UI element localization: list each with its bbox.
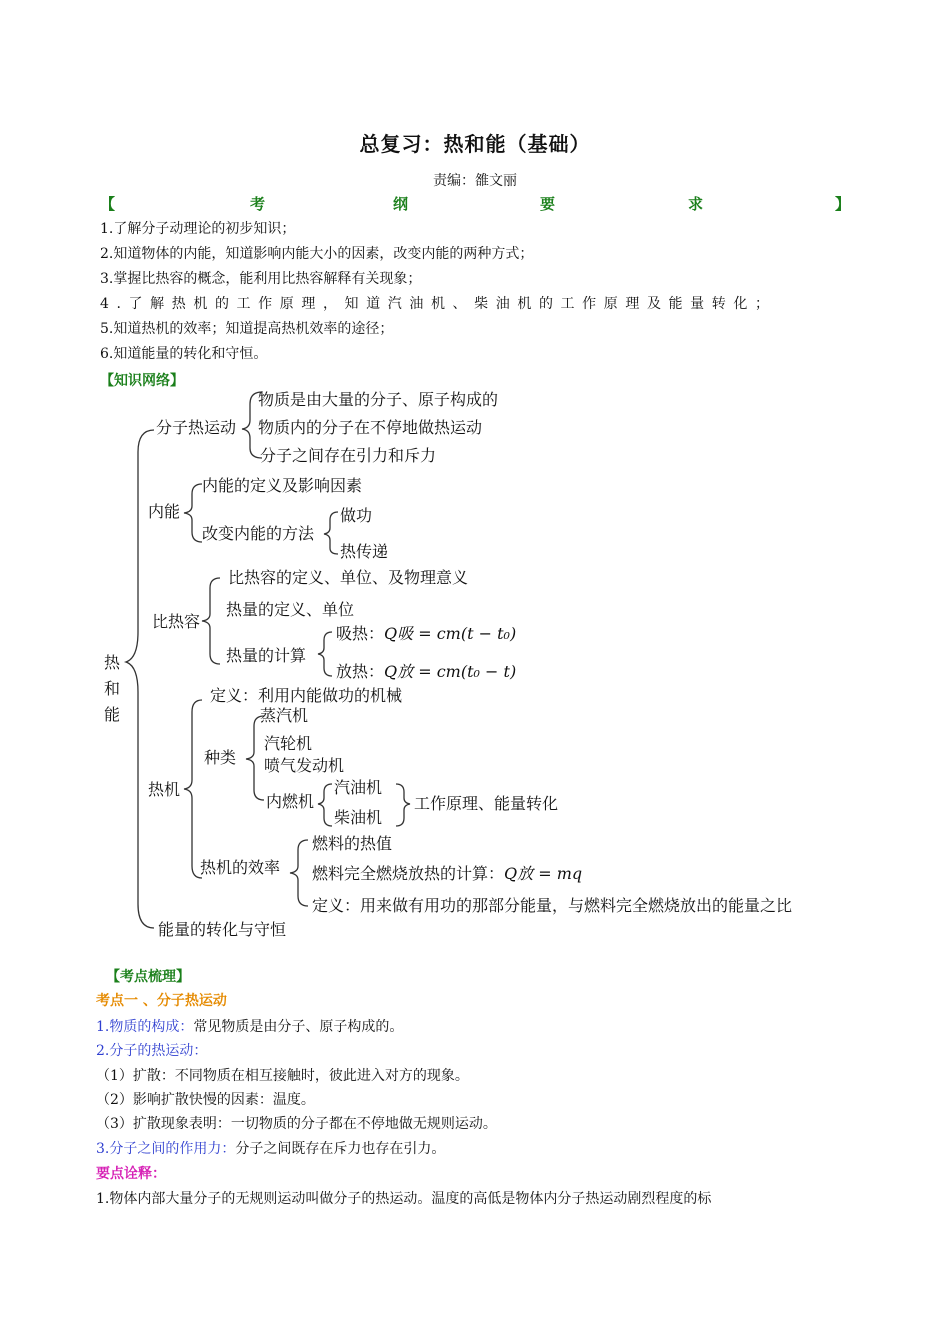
requirements-list [100, 217, 848, 367]
req-header-char: 【 [100, 195, 116, 213]
item3-label: 3.分子之间的作用力： [96, 1141, 236, 1157]
item1-text: 常见物质是由分子、原子构成的。 [193, 1019, 404, 1035]
node-sh-definition: 比热容的定义、单位、及物理意义 [228, 568, 469, 587]
node-he-type: 蒸汽机 [260, 706, 309, 725]
node-efficiency: 热机的效率 [200, 858, 281, 877]
point1-title: 考点一 、分子热运动 [96, 993, 227, 1009]
node-heat-engine: 热机 [148, 780, 181, 799]
node-conservation: 能量的转化与守恒 [158, 920, 287, 939]
fuel-formula: Q放 = mq [504, 864, 583, 883]
node-molecular-item: 分子之间存在引力和斥力 [260, 446, 437, 465]
node-ice: 内燃机 [266, 792, 315, 811]
req-header-char: 纲 [393, 195, 409, 213]
absorb-label: 吸热： [336, 624, 385, 643]
point1-item3 [96, 1138, 445, 1158]
knowledge-network-header: 【知识网络】 [100, 373, 184, 389]
release-formula: Q放 = cm(t₀ − t) [384, 662, 517, 681]
page-title: 总复习：热和能（基础） [359, 132, 591, 156]
requirement-item: 1.了解分子动理论的初步知识； [100, 221, 296, 237]
node-internal-energy: 内能 [148, 502, 181, 521]
release-label: 放热： [336, 662, 385, 681]
node-ice-type: 柴油机 [334, 808, 383, 827]
node-molecular: 分子热运动 [156, 418, 237, 437]
key-explain-line: 1.物体内部大量分子的无规则运动叫做分子的热运动。温度的高低是物体内分子热运动剧烈程度的标 [96, 1191, 712, 1207]
req-header-char: 求 [688, 195, 704, 213]
root-char: 能 [104, 705, 121, 724]
editor-line: 责编：雒文丽 [433, 173, 517, 189]
node-ie-method: 做功 [340, 506, 373, 525]
node-efficiency-item [312, 864, 582, 884]
node-efficiency-item: 定义：用来做有用功的那部分能量，与燃料完全燃烧放出的能量之比 [312, 896, 793, 915]
node-heat-definition: 热量的定义、单位 [226, 600, 355, 619]
node-release [336, 662, 516, 682]
node-heat-calc: 热量的计算 [226, 646, 307, 665]
key-explain-header: 要点诠释： [96, 1166, 166, 1182]
requirement-item: 3.掌握比热容的概念，能利用比热容解释有关现象； [100, 271, 422, 287]
requirement-item: 2.知道物体的内能，知道影响内能大小的因素，改变内能的两种方式； [100, 246, 534, 262]
requirement-item: 6.知道能量的转化和守恒。 [100, 346, 268, 362]
node-molecular-item: 物质内的分子在不停地做热运动 [258, 418, 483, 437]
node-he-type: 喷气发动机 [264, 756, 345, 775]
req-header-char: 】 [835, 195, 851, 213]
node-ie-method: 热传递 [340, 542, 389, 561]
root-char: 和 [104, 679, 121, 698]
node-ice-note: 工作原理、能量转化 [414, 794, 559, 813]
req-header-char: 要 [540, 195, 556, 213]
point1-sub: （1）扩散：不同物质在相互接触时，彼此进入对方的现象。 [96, 1068, 469, 1084]
node-ice-type: 汽油机 [334, 778, 383, 797]
item3-text: 分子之间既存在斥力也存在引力。 [235, 1141, 446, 1157]
node-he-types: 种类 [204, 748, 237, 767]
absorb-formula: Q吸 = cm(t − t₀) [384, 624, 517, 643]
requirement-item: 5.知道热机的效率；知道提高热机效率的途径； [100, 321, 394, 337]
node-ie-definition: 内能的定义及影响因素 [202, 476, 363, 495]
node-molecular-item: 物质是由大量的分子、原子构成的 [258, 390, 499, 409]
node-he-type: 汽轮机 [264, 734, 313, 753]
item1-label: 1.物质的构成： [96, 1019, 194, 1035]
fuel-calc-label: 燃料完全燃烧放热的计算： [312, 864, 505, 883]
requirements-header [100, 193, 851, 215]
node-efficiency-item: 燃料的热值 [312, 834, 393, 853]
knowledge-mindmap [96, 382, 856, 947]
review-header: 【考点梳理】 [106, 969, 190, 985]
point1-item2: 2.分子的热运动： [96, 1043, 208, 1059]
node-he-definition: 定义：利用内能做功的机械 [210, 686, 403, 705]
point1-sub: （3）扩散现象表明：一切物质的分子都在不停地做无规则运动。 [96, 1116, 497, 1132]
requirement-item: 4.了解热机的工作原理，知道汽油机、柴油机的工作原理及能量转化； [100, 296, 777, 312]
req-header-char: 考 [250, 195, 266, 213]
point1-sub: （2）影响扩散快慢的因素：温度。 [96, 1092, 315, 1108]
node-specific-heat: 比热容 [152, 612, 201, 631]
node-absorb [336, 624, 516, 644]
point1-item1 [96, 1016, 403, 1036]
node-ie-methods: 改变内能的方法 [202, 524, 315, 543]
root-char: 热 [104, 653, 121, 672]
